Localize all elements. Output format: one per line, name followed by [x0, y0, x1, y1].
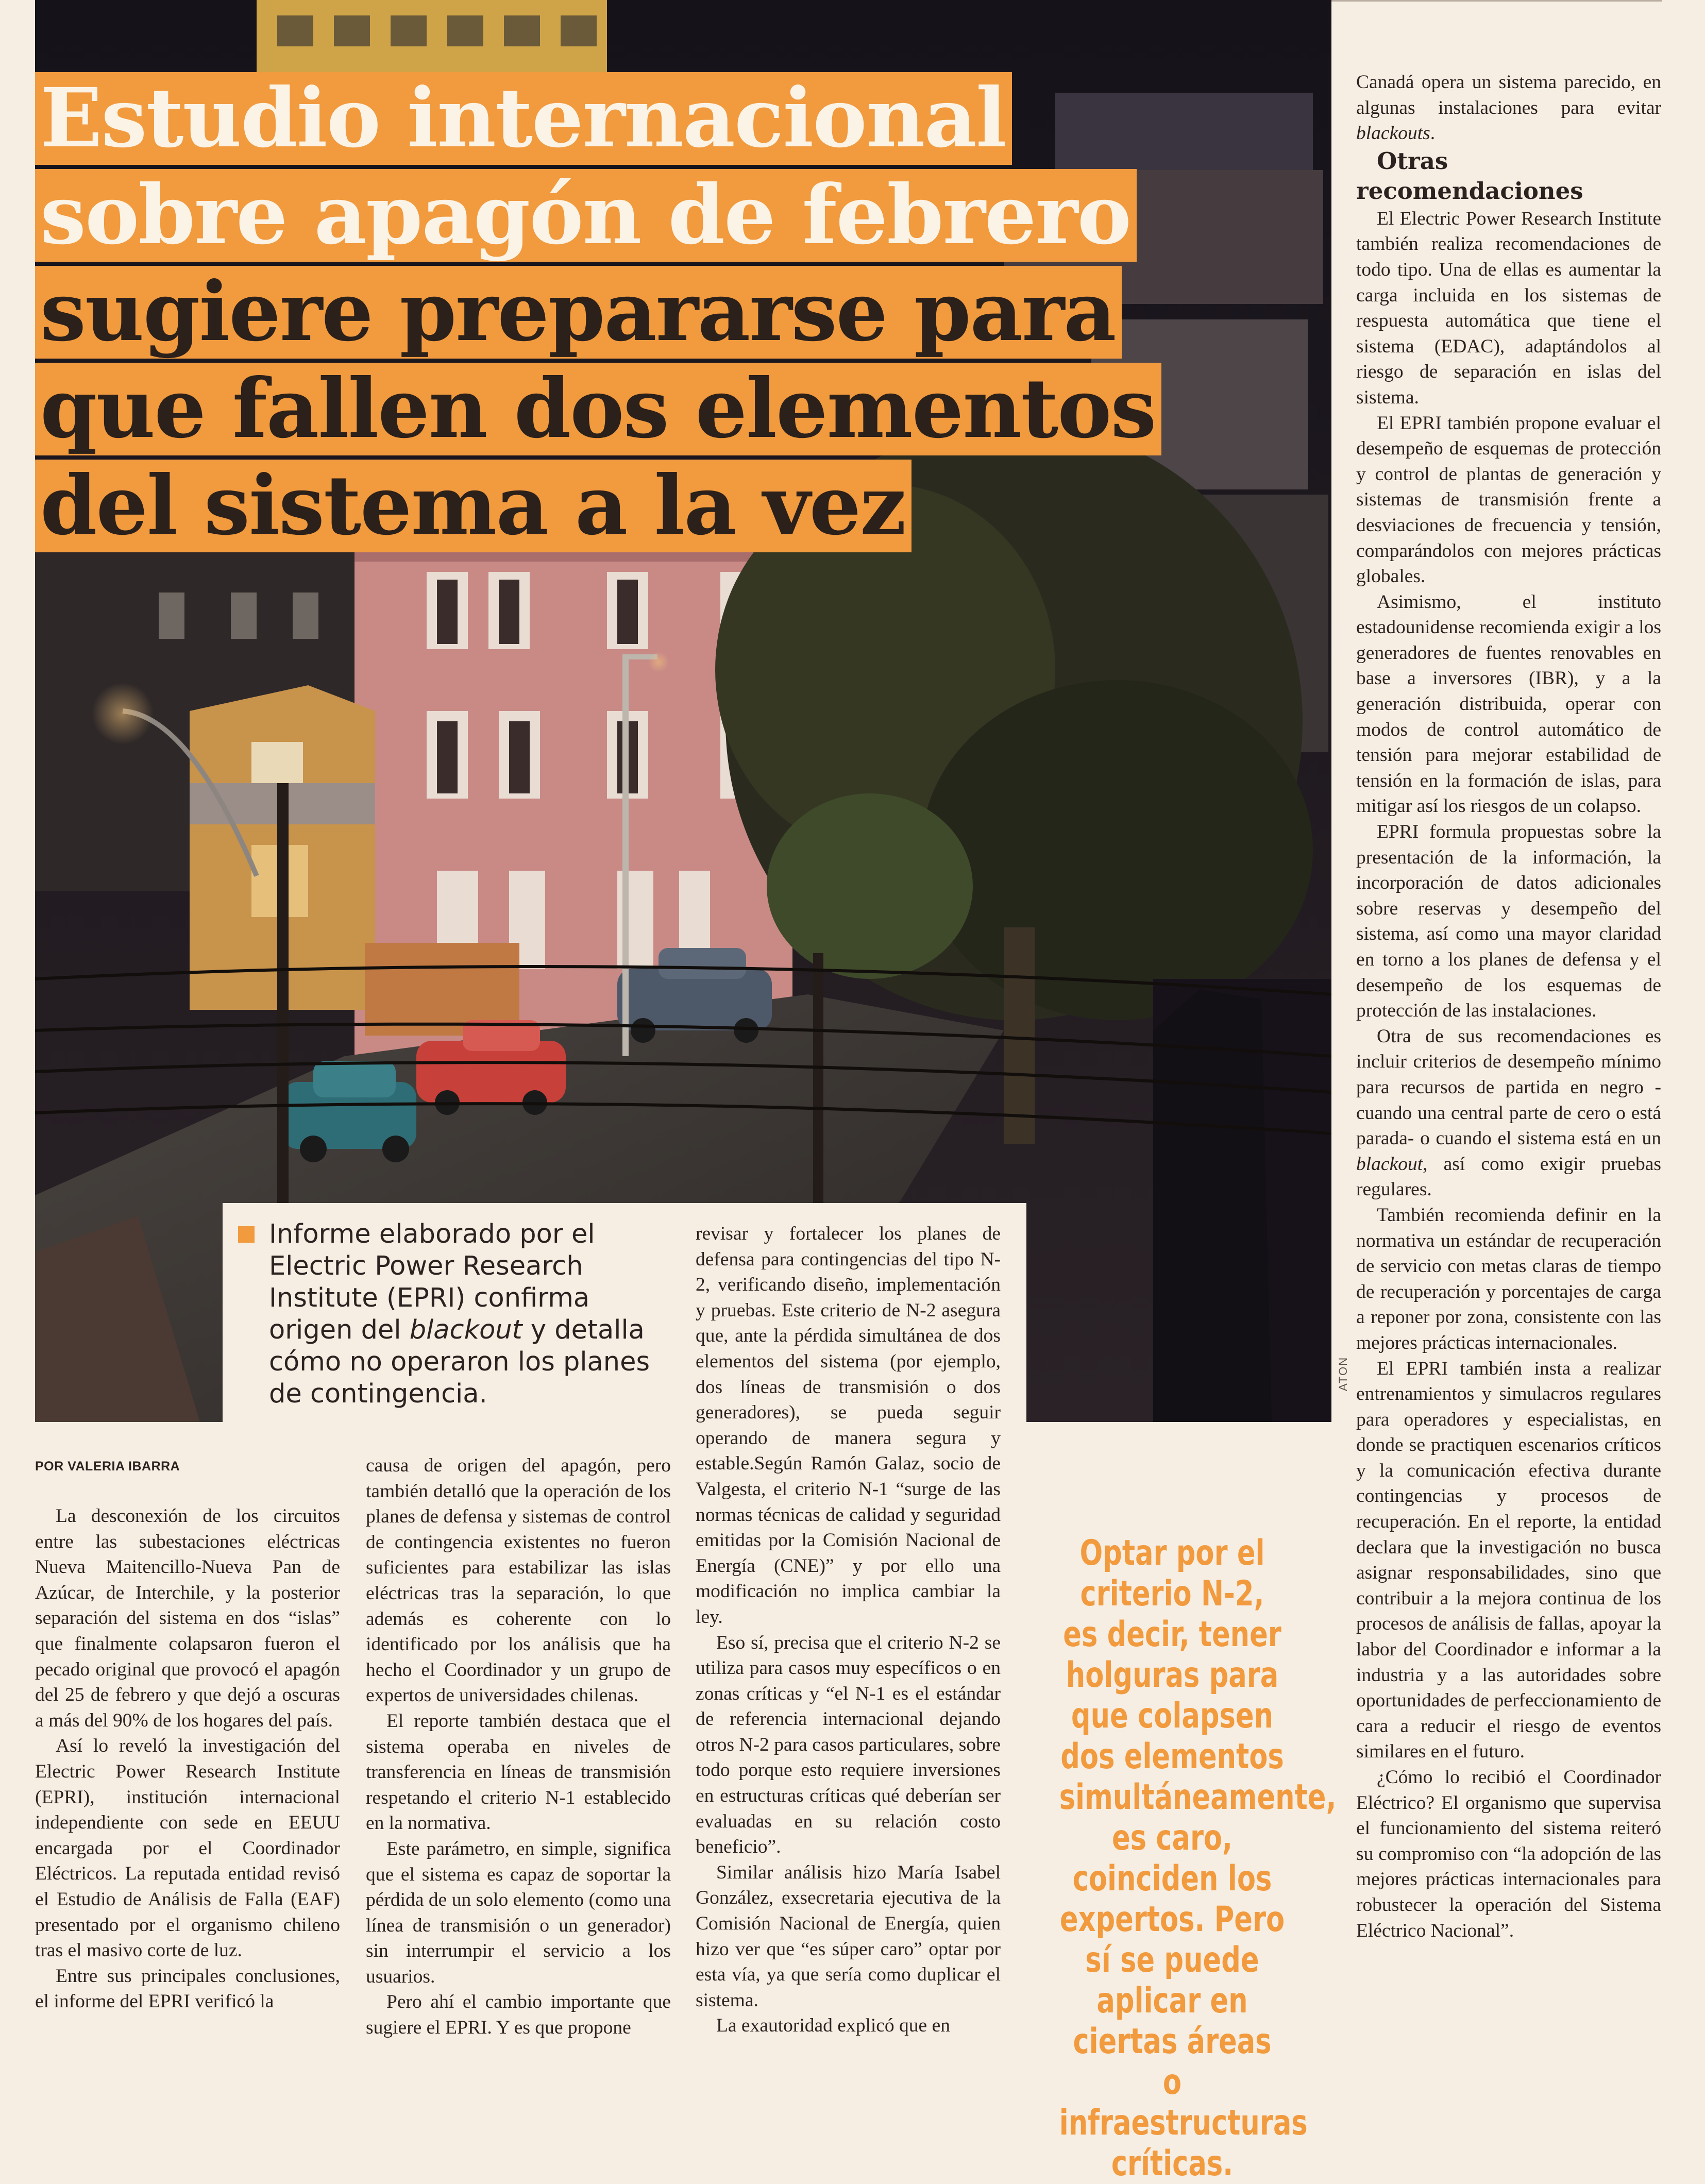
- column-4-paragraph: EPRI formula propuestas sobre la presentación de la información, la incorporación de datos adicionales sobre reservas y desempeño del sistema, así como una mayor claridad en torno a los planes de defensa y el desempeño de los esquemas de protección de las instalaciones.: [1356, 821, 1661, 1022]
- column-3-paragraph: Eso sí, precisa que el criterio N-2 se utiliza para casos muy específicos o en zonas críticas y “el N-1 es el estándar de referencia internacional dejando otros N-2 para casos particulares, sobre todo porque esto requiere inversiones en estructuras críticas qué deberían ser evaluadas en su relación costo beneficio”.: [696, 1632, 1001, 1858]
- column-2-paragraph: Pero ahí el cambio importante que sugiere el EPRI. Y es que propone: [366, 1991, 671, 2039]
- headline-line-5: del sistema a la vez: [35, 460, 911, 552]
- photo-credit: ATON: [1337, 1356, 1349, 1391]
- column-1-paragraph: Así lo reveló la investigación del Electric Power Research Institute (EPRI), institución internacional independiente con sede en EEUU encargada por el Coordinador Eléctricos. La reputada entidad revisó el Estudio de Análisis de Falla (EAF) presentado por el organismo chileno tras el masivo corte de luz.: [35, 1735, 340, 1961]
- headline-line-4: que fallen dos elementos: [35, 363, 1161, 455]
- column-2-paragraph: causa de origen del apagón, pero también detalló que la operación de los planes de defensa y sistemas de control de contingencia existentes no fueron suficientes para estabilizar las islas eléctricas tras la separación, lo que además es coherente con lo identificado por los análisis que ha hecho el Coordinador y un grupo de expertos de universidades chilenas.: [366, 1455, 671, 1706]
- column-4-paragraph: También recomienda definir en la normativa un estándar de recuperación de servicio con metas claras de tiempo de recuperación y porcentajes de carga a reponer por zona, consistente con las mejores prácticas internacionales.: [1356, 1204, 1661, 1353]
- lede-text: Informe elaborado por el Electric Power Research Institute (EPRI) confirma origen del blackout y detalla cómo no operaron los planes de contingencia.: [269, 1219, 650, 1409]
- column-1-paragraph: La desconexión de los circuitos entre las subestaciones eléctricas Nueva Maitencillo-Nueva Pan de Azúcar, de Interchile, y la posterior separación del sistema en dos “islas” que finalmente colapsaron fueron el pecado original que provocó el apagón del 25 de febrero y que dejó a oscuras a más del 90% de los hogares del país.: [35, 1505, 340, 1731]
- column-4-paragraph: El Electric Power Research Institute también realiza recomendaciones de todo tipo. Una de ellas es aumentar la carga incluida en los sistemas de respuesta automática que tiene el sistema (EDAC), adaptándolos al riesgo de separación en islas del sistema.: [1356, 208, 1661, 408]
- headline: [35, 71, 1156, 556]
- headline-line-3: sugiere prepararse para: [35, 266, 1122, 359]
- column-4-paragraph: El EPRI también propone evaluar el desempeño de esquemas de protección y control de plantas de generación y sistemas de transmisión frente a desviaciones de frecuencia y tensión, comparándolos con mejores prácticas globales.: [1356, 412, 1661, 587]
- column-4-paragraph: Asimismo, el instituto estadounidense recomienda exigir a los generadores de fuentes renovables en base a inversores (IBR), y a la generación distribuida, operar con modos de control automático de tensión para mejorar estabilidad de tensión en la formación de islas, para mitigar así los riesgos de un colapso.: [1356, 591, 1661, 817]
- column-3: [696, 1221, 1001, 2039]
- top-rule: [1329, 0, 1662, 2]
- column-3-paragraph: revisar y fortalecer los planes de defensa para contingencias del tipo N-2, verificando diseño, implementación y pruebas. Este criterio de N-2 asegura que, ante la pérdida simultánea de dos elementos del sistema (por ejemplo, dos líneas de transmisión o dos generadores), se pueda seguir operando de manera segura y estable.Según Ramón Galaz, socio de Valgesta, el criterio N-1 “surge de las normas técnicas de calidad y seguridad emitidas por la Comisión Nacional de Energía (CNE)” y por ello una modificación no implica cambiar la ley.: [696, 1223, 1001, 1628]
- subhead-otras-recomendaciones: Otras recomendaciones: [1356, 147, 1583, 205]
- column-2: [366, 1453, 671, 2041]
- column-3-paragraph: Similar análisis hizo María Isabel González, exsecretaria ejecutiva de la Comisión Nacional de Energía, quien hizo ver que “es súper caro” optar por esta vía, ya que sería como duplicar el sistema.: [696, 1861, 1001, 2011]
- lede-bullet-icon: [238, 1226, 255, 1243]
- pull-quote: Optar por el criterio N-2, es decir, tener holguras para que colapsen dos elementos simultáneamente, es caro, coinciden los expertos. Pero sí se puede aplicar en ciertas áreas o infraestructuras críticas.: [1059, 1533, 1337, 2184]
- column-4: [1356, 70, 1661, 1943]
- headline-line-2: sobre apagón de febrero: [35, 169, 1137, 262]
- column-2-paragraph: El reporte también destaca que el sistema operaba en niveles de transferencia en líneas de transmisión respetando el criterio N-1 establecido en la normativa.: [366, 1710, 671, 1834]
- column-4-paragraph: ¿Cómo lo recibió el Coordinador Eléctrico? El organismo que supervisa el funcionamiento del sistema reiteró su compromiso con “la adopción de las mejores prácticas internacionales para robustecer la operación del Sistema Eléctrico Nacional”.: [1356, 1767, 1661, 1941]
- column-2-paragraph: Este parámetro, en simple, significa que el sistema es capaz de soportar la pérdida de un solo elemento (como una línea de transmisión o un generador) sin interrumpir el servicio a los usuarios.: [366, 1838, 671, 1987]
- column-1-paragraph: Entre sus principales conclusiones, el informe del EPRI verificó la: [35, 1965, 340, 2012]
- byline: POR VALERIA IBARRA: [35, 1459, 180, 1474]
- column-4-paragraph: El EPRI también insta a realizar entrenamientos y simulacros regulares para operadores y especialistas, en donde se practiquen escenarios críticos y la comunicación efectiva durante contingencias y procesos de recuperación. En el reporte, la entidad declara que la investigación no busca asignar responsabilidades, sino que contribuir a la mejora continua de los procesos de análisis de fallas, apoyar la labor del Coordinador e informar a la industria y a las autoridades sobre oportunidades de perfeccionamiento de cara a reducir el riesgo de eventos similares en el futuro.: [1356, 1358, 1661, 1763]
- column-4-paragraph: Otra de sus recomendaciones es incluir criterios de desempeño mínimo para recursos de partida en negro -cuando una central parte de cero o está parada- o cuando el sistema está en un blackout, así como exigir pruebas regulares.: [1356, 1025, 1661, 1200]
- column-3-paragraph: La exautoridad explicó que en: [716, 2015, 950, 2037]
- column-1: [35, 1503, 340, 2014]
- column-4-intro: Canadá opera un sistema parecido, en algunas instalaciones para evitar blackouts.: [1356, 72, 1661, 144]
- headline-line-1: Estudio internacional: [35, 72, 1012, 165]
